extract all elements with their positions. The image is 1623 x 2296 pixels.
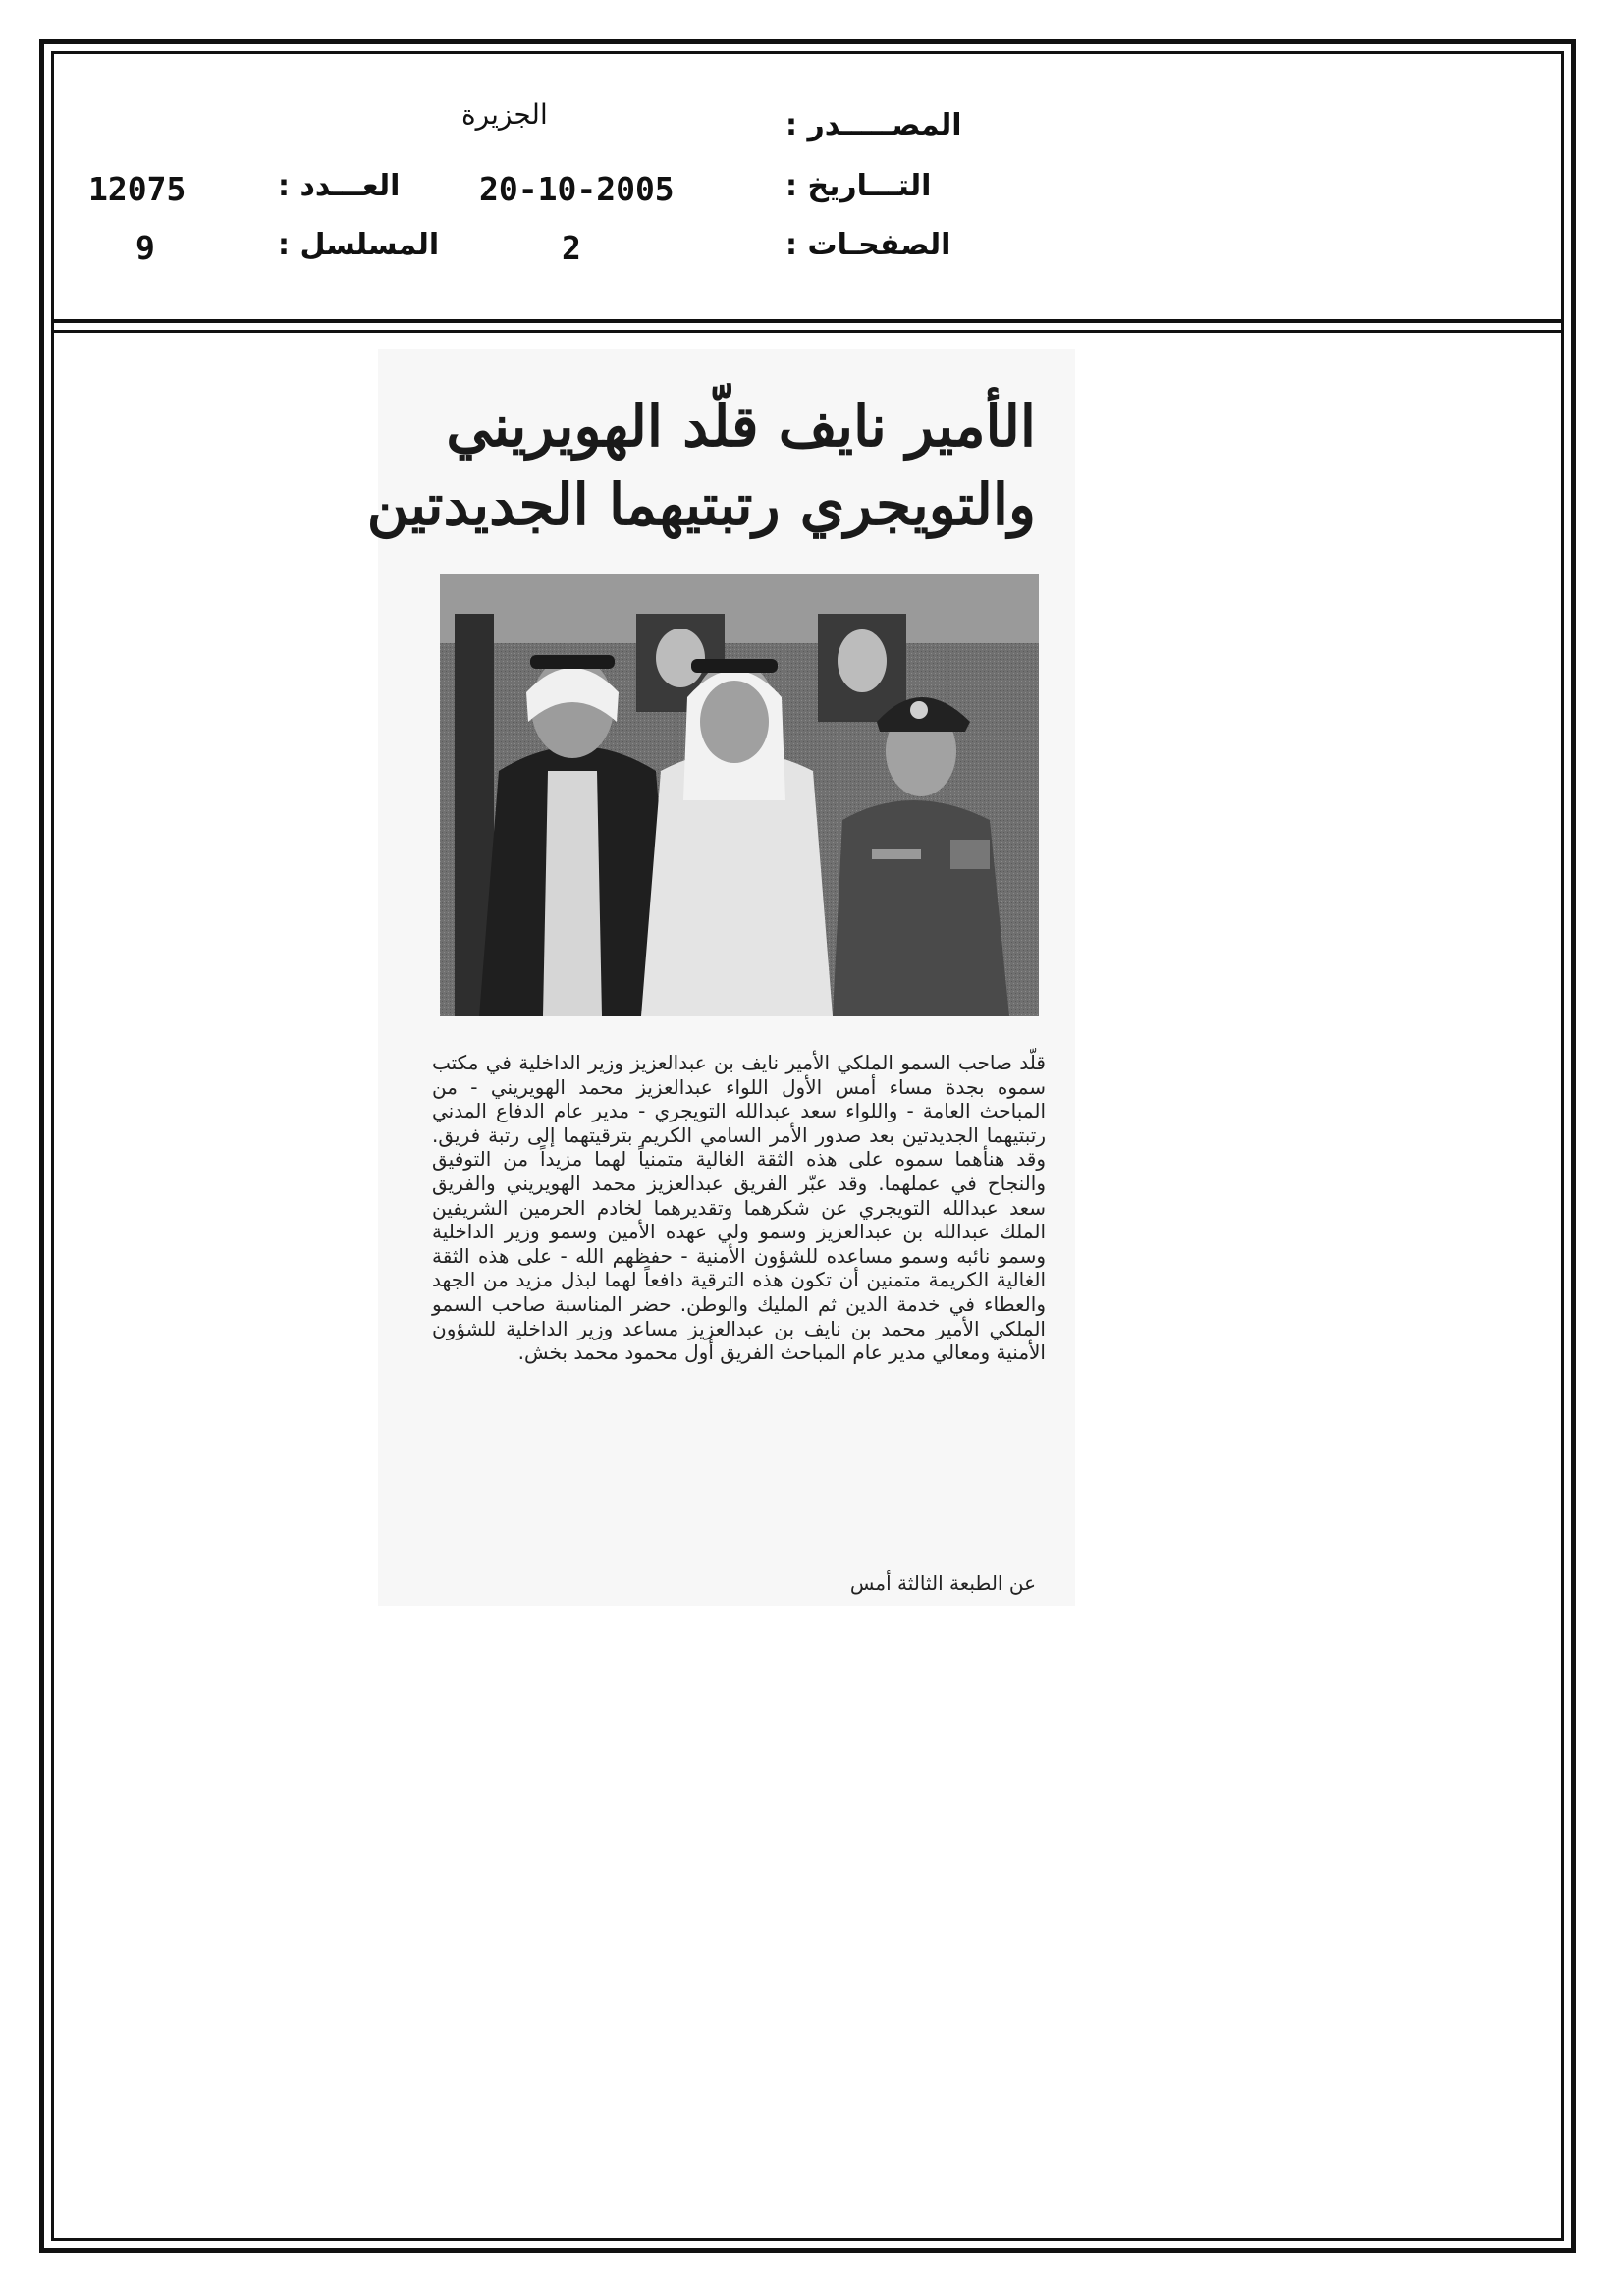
issue-value: 12075 [88, 170, 187, 208]
serial-label: المسلسل : [278, 228, 440, 262]
article-paragraph: قلّد صاحب السمو الملكي الأمير نايف بن عبدالعزيز وزير الداخلية في مكتب سموه بجدة مساء أمس الأول اللواء عبدالعزيز محمد الهويريني - من المباحث العامة - واللواء سعد عبدالله التويجري - مدير عام الدفاع المدني رتبتيهما الجديدتين بعد صدور الأمر السامي الكريم بترقيتهما إلى رتبة فريق. وقد هنأهما سموه على هذه الثقة الغالية متمنياً لهما مزيداً من التوفيق والنجاح في عملهما. وقد عبّر الفريق عبدالعزيز محمد الهويريني والفريق سعد عبدالله التويجري عن شكرهما وتقديرهما لخادم الحرمين الشريفين الملك عبدالله بن عبدالعزيز وسمو ولي عهده الأمين وسمو وزير الداخلية وسمو نائبه وسمو مساعده للشؤون الأمنية - حفظهم الله - على هذه الثقة الغالية الكريمة متمنين أن تكون هذه الترقية دافعاً لهما لبذل مزيد من الجهد والعطاء في خدمة الدين ثم المليك والوطن. حضر المناسبة صاحب السمو الملكي الأمير محمد بن نايف بن عبدالعزيز مساعد وزير الداخلية للشؤون الأمنية ومعالي مدير عام المباحث الفريق أول محمود محمد بخش. [432, 1051, 1046, 1365]
article-body [432, 1051, 1046, 1365]
date-value: 20-10-2005 [479, 170, 675, 208]
newspaper-clipping [366, 349, 1075, 1606]
serial-value: 9 [135, 229, 155, 267]
pages-label: الصفحـات : [785, 228, 951, 262]
headline-line-2: والتويجري رتبتيهما الجديدتين [366, 471, 1036, 538]
date-label: التـــاريخ : [785, 169, 932, 203]
photo-illustration [440, 574, 1039, 1016]
article-photo [440, 574, 1039, 1016]
edition-note: عن الطبعة الثالثة أمس [849, 1571, 1036, 1595]
issue-label: العـــدد : [278, 169, 401, 203]
pages-value: 2 [562, 229, 581, 267]
headline-line-1: الأمير نايف قلّد الهويريني [446, 393, 1036, 460]
source-value: الجزيرة [461, 98, 548, 131]
header-divider [51, 330, 1564, 333]
header-divider [51, 319, 1564, 323]
source-label: المصـــــدر : [785, 108, 962, 142]
